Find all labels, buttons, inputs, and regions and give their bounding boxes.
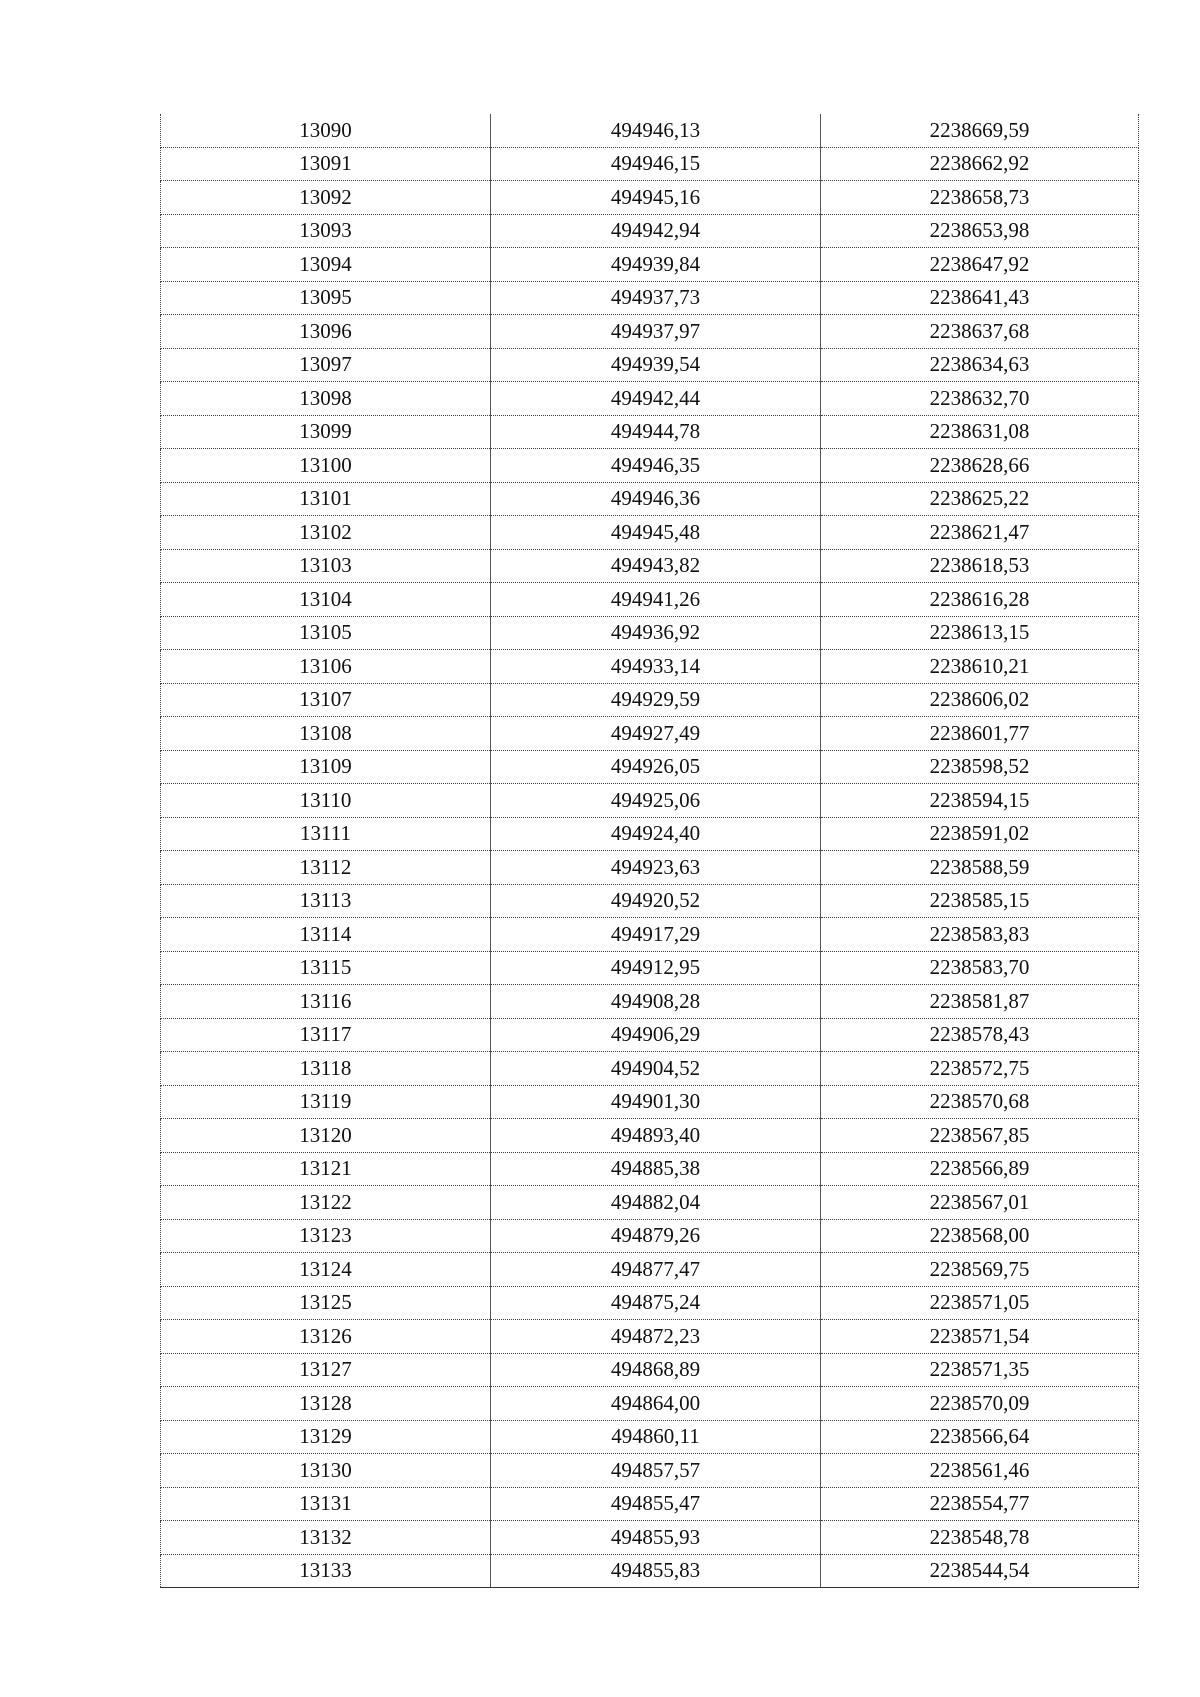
table-row [161, 1487, 1139, 1521]
point-number-cell: 13104 [161, 583, 491, 617]
point-number-cell: 13131 [161, 1487, 491, 1521]
table-row [161, 1454, 1139, 1488]
table-row [161, 683, 1139, 717]
x-coordinate-cell: 494901,30 [491, 1085, 821, 1119]
point-number-cell: 13101 [161, 482, 491, 516]
table-row [161, 415, 1139, 449]
y-coordinate-cell: 2238548,78 [821, 1521, 1139, 1555]
table-row [161, 717, 1139, 751]
x-coordinate-cell: 494885,38 [491, 1152, 821, 1186]
point-number-cell: 13098 [161, 382, 491, 416]
table-row [161, 516, 1139, 550]
y-coordinate-cell: 2238647,92 [821, 248, 1139, 282]
y-coordinate-cell: 2238583,70 [821, 951, 1139, 985]
table-row [161, 1186, 1139, 1220]
y-coordinate-cell: 2238653,98 [821, 214, 1139, 248]
y-coordinate-cell: 2238628,66 [821, 449, 1139, 483]
x-coordinate-cell: 494855,47 [491, 1487, 821, 1521]
y-coordinate-cell: 2238568,00 [821, 1219, 1139, 1253]
point-number-cell: 13132 [161, 1521, 491, 1555]
table-row [161, 851, 1139, 885]
table-row [161, 1353, 1139, 1387]
point-number-cell: 13094 [161, 248, 491, 282]
table-row [161, 1286, 1139, 1320]
point-number-cell: 13107 [161, 683, 491, 717]
x-coordinate-cell: 494927,49 [491, 717, 821, 751]
table-row [161, 1119, 1139, 1153]
point-number-cell: 13118 [161, 1052, 491, 1086]
table-row [161, 1554, 1139, 1588]
point-number-cell: 13113 [161, 884, 491, 918]
y-coordinate-cell: 2238598,52 [821, 750, 1139, 784]
table-row [161, 549, 1139, 583]
point-number-cell: 13126 [161, 1320, 491, 1354]
x-coordinate-cell: 494857,57 [491, 1454, 821, 1488]
y-coordinate-cell: 2238631,08 [821, 415, 1139, 449]
point-number-cell: 13117 [161, 1018, 491, 1052]
y-coordinate-cell: 2238601,77 [821, 717, 1139, 751]
table-row [161, 817, 1139, 851]
point-number-cell: 13111 [161, 817, 491, 851]
point-number-cell: 13109 [161, 750, 491, 784]
x-coordinate-cell: 494924,40 [491, 817, 821, 851]
x-coordinate-cell: 494945,16 [491, 181, 821, 215]
point-number-cell: 13114 [161, 918, 491, 952]
y-coordinate-cell: 2238634,63 [821, 348, 1139, 382]
x-coordinate-cell: 494906,29 [491, 1018, 821, 1052]
table-row [161, 181, 1139, 215]
y-coordinate-cell: 2238570,68 [821, 1085, 1139, 1119]
table-row [161, 951, 1139, 985]
x-coordinate-cell: 494939,54 [491, 348, 821, 382]
y-coordinate-cell: 2238637,68 [821, 315, 1139, 349]
x-coordinate-cell: 494936,92 [491, 616, 821, 650]
point-number-cell: 13124 [161, 1253, 491, 1287]
table-row [161, 985, 1139, 1019]
coordinates-table-body [161, 114, 1139, 1588]
y-coordinate-cell: 2238578,43 [821, 1018, 1139, 1052]
table-row [161, 1219, 1139, 1253]
x-coordinate-cell: 494920,52 [491, 884, 821, 918]
y-coordinate-cell: 2238567,85 [821, 1119, 1139, 1153]
y-coordinate-cell: 2238658,73 [821, 181, 1139, 215]
point-number-cell: 13130 [161, 1454, 491, 1488]
point-number-cell: 13092 [161, 181, 491, 215]
point-number-cell: 13112 [161, 851, 491, 885]
x-coordinate-cell: 494893,40 [491, 1119, 821, 1153]
y-coordinate-cell: 2238561,46 [821, 1454, 1139, 1488]
y-coordinate-cell: 2238621,47 [821, 516, 1139, 550]
x-coordinate-cell: 494860,11 [491, 1420, 821, 1454]
x-coordinate-cell: 494937,97 [491, 315, 821, 349]
point-number-cell: 13121 [161, 1152, 491, 1186]
x-coordinate-cell: 494872,23 [491, 1320, 821, 1354]
table-row [161, 1018, 1139, 1052]
x-coordinate-cell: 494929,59 [491, 683, 821, 717]
x-coordinate-cell: 494925,06 [491, 784, 821, 818]
y-coordinate-cell: 2238641,43 [821, 281, 1139, 315]
x-coordinate-cell: 494946,35 [491, 449, 821, 483]
y-coordinate-cell: 2238588,59 [821, 851, 1139, 885]
y-coordinate-cell: 2238613,15 [821, 616, 1139, 650]
y-coordinate-cell: 2238625,22 [821, 482, 1139, 516]
point-number-cell: 13096 [161, 315, 491, 349]
y-coordinate-cell: 2238632,70 [821, 382, 1139, 416]
point-number-cell: 13133 [161, 1554, 491, 1588]
y-coordinate-cell: 2238544,54 [821, 1554, 1139, 1588]
point-number-cell: 13091 [161, 147, 491, 181]
x-coordinate-cell: 494926,05 [491, 750, 821, 784]
x-coordinate-cell: 494945,48 [491, 516, 821, 550]
y-coordinate-cell: 2238594,15 [821, 784, 1139, 818]
y-coordinate-cell: 2238618,53 [821, 549, 1139, 583]
y-coordinate-cell: 2238570,09 [821, 1387, 1139, 1421]
point-number-cell: 13116 [161, 985, 491, 1019]
point-number-cell: 13095 [161, 281, 491, 315]
x-coordinate-cell: 494864,00 [491, 1387, 821, 1421]
table-row [161, 616, 1139, 650]
x-coordinate-cell: 494946,15 [491, 147, 821, 181]
point-number-cell: 13093 [161, 214, 491, 248]
x-coordinate-cell: 494868,89 [491, 1353, 821, 1387]
x-coordinate-cell: 494879,26 [491, 1219, 821, 1253]
x-coordinate-cell: 494943,82 [491, 549, 821, 583]
x-coordinate-cell: 494855,93 [491, 1521, 821, 1555]
table-row [161, 918, 1139, 952]
table-row [161, 248, 1139, 282]
y-coordinate-cell: 2238571,35 [821, 1353, 1139, 1387]
y-coordinate-cell: 2238569,75 [821, 1253, 1139, 1287]
y-coordinate-cell: 2238572,75 [821, 1052, 1139, 1086]
y-coordinate-cell: 2238554,77 [821, 1487, 1139, 1521]
table-row [161, 114, 1139, 147]
y-coordinate-cell: 2238571,05 [821, 1286, 1139, 1320]
table-row [161, 1521, 1139, 1555]
y-coordinate-cell: 2238662,92 [821, 147, 1139, 181]
point-number-cell: 13119 [161, 1085, 491, 1119]
table-row [161, 1085, 1139, 1119]
x-coordinate-cell: 494942,94 [491, 214, 821, 248]
point-number-cell: 13129 [161, 1420, 491, 1454]
table-row [161, 281, 1139, 315]
x-coordinate-cell: 494933,14 [491, 650, 821, 684]
y-coordinate-cell: 2238669,59 [821, 114, 1139, 147]
table-row [161, 348, 1139, 382]
table-row [161, 214, 1139, 248]
y-coordinate-cell: 2238571,54 [821, 1320, 1139, 1354]
point-number-cell: 13097 [161, 348, 491, 382]
y-coordinate-cell: 2238566,64 [821, 1420, 1139, 1454]
point-number-cell: 13106 [161, 650, 491, 684]
table-row [161, 650, 1139, 684]
x-coordinate-cell: 494939,84 [491, 248, 821, 282]
y-coordinate-cell: 2238606,02 [821, 683, 1139, 717]
x-coordinate-cell: 494908,28 [491, 985, 821, 1019]
x-coordinate-cell: 494882,04 [491, 1186, 821, 1220]
point-number-cell: 13122 [161, 1186, 491, 1220]
point-number-cell: 13103 [161, 549, 491, 583]
point-number-cell: 13090 [161, 114, 491, 147]
table-row [161, 884, 1139, 918]
x-coordinate-cell: 494942,44 [491, 382, 821, 416]
table-row [161, 1052, 1139, 1086]
point-number-cell: 13100 [161, 449, 491, 483]
y-coordinate-cell: 2238581,87 [821, 985, 1139, 1019]
y-coordinate-cell: 2238616,28 [821, 583, 1139, 617]
point-number-cell: 13115 [161, 951, 491, 985]
x-coordinate-cell: 494946,13 [491, 114, 821, 147]
point-number-cell: 13102 [161, 516, 491, 550]
table-row [161, 449, 1139, 483]
table-row [161, 784, 1139, 818]
table-row [161, 382, 1139, 416]
point-number-cell: 13125 [161, 1286, 491, 1320]
x-coordinate-cell: 494946,36 [491, 482, 821, 516]
table-row [161, 1320, 1139, 1354]
x-coordinate-cell: 494917,29 [491, 918, 821, 952]
table-row [161, 750, 1139, 784]
table-row [161, 1387, 1139, 1421]
x-coordinate-cell: 494877,47 [491, 1253, 821, 1287]
y-coordinate-cell: 2238566,89 [821, 1152, 1139, 1186]
x-coordinate-cell: 494875,24 [491, 1286, 821, 1320]
x-coordinate-cell: 494941,26 [491, 583, 821, 617]
table-row [161, 482, 1139, 516]
y-coordinate-cell: 2238583,83 [821, 918, 1139, 952]
table-row [161, 315, 1139, 349]
point-number-cell: 13120 [161, 1119, 491, 1153]
y-coordinate-cell: 2238591,02 [821, 817, 1139, 851]
x-coordinate-cell: 494855,83 [491, 1554, 821, 1588]
x-coordinate-cell: 494937,73 [491, 281, 821, 315]
point-number-cell: 13108 [161, 717, 491, 751]
coordinates-table [160, 114, 1139, 1588]
point-number-cell: 13127 [161, 1353, 491, 1387]
table-row [161, 1253, 1139, 1287]
x-coordinate-cell: 494912,95 [491, 951, 821, 985]
point-number-cell: 13099 [161, 415, 491, 449]
y-coordinate-cell: 2238610,21 [821, 650, 1139, 684]
x-coordinate-cell: 494944,78 [491, 415, 821, 449]
table-row [161, 1420, 1139, 1454]
table-row [161, 583, 1139, 617]
point-number-cell: 13105 [161, 616, 491, 650]
table-row [161, 147, 1139, 181]
y-coordinate-cell: 2238585,15 [821, 884, 1139, 918]
point-number-cell: 13110 [161, 784, 491, 818]
y-coordinate-cell: 2238567,01 [821, 1186, 1139, 1220]
table-row [161, 1152, 1139, 1186]
x-coordinate-cell: 494923,63 [491, 851, 821, 885]
point-number-cell: 13128 [161, 1387, 491, 1421]
point-number-cell: 13123 [161, 1219, 491, 1253]
x-coordinate-cell: 494904,52 [491, 1052, 821, 1086]
